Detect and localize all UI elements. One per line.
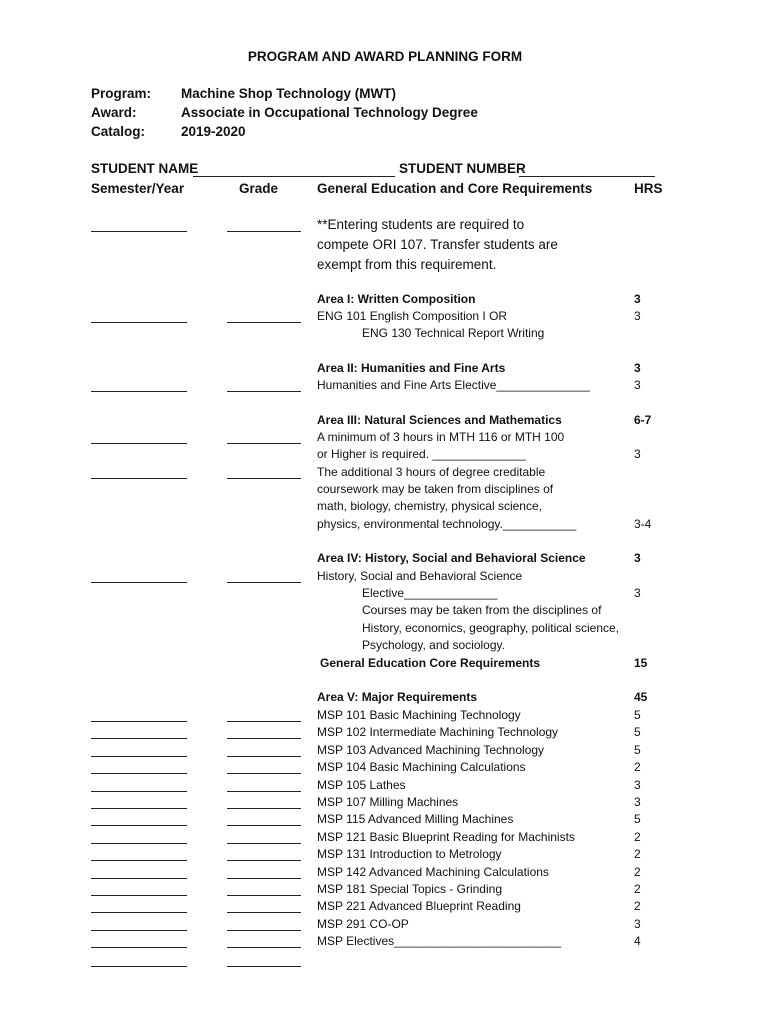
semester-field[interactable] — [91, 478, 187, 479]
area4-title: Area IV: History, Social and Behavioral Science — [317, 551, 586, 565]
major-course-name: MSP 115 Advanced Milling Machines — [317, 812, 514, 827]
area5-hrs: 45 — [634, 690, 648, 704]
col-hrs-header: HRS — [634, 181, 663, 196]
col-requirements-header: General Education and Core Requirements — [317, 181, 593, 196]
award-value: Associate in Occupational Technology Degree — [181, 105, 478, 120]
area1-alt-course: ENG 130 Technical Report Writing — [362, 326, 545, 340]
major-course-hrs: 5 — [634, 812, 641, 827]
semester-field[interactable] — [91, 322, 187, 323]
grade-field[interactable] — [227, 843, 301, 844]
semester-field[interactable] — [91, 773, 187, 774]
semester-field[interactable] — [91, 231, 187, 232]
gen-ed-total-hrs: 15 — [634, 656, 648, 670]
semester-field[interactable] — [91, 791, 187, 792]
major-course-hrs: 4 — [634, 934, 641, 949]
area3-text-line: A minimum of 3 hours in MTH 116 or MTH 100 — [317, 430, 565, 444]
major-course-name: MSP 291 CO-OP — [317, 916, 409, 931]
area4-text-line: History, economics, geography, political science, — [362, 621, 620, 635]
area4-hrs: 3 — [634, 551, 641, 565]
grade-field[interactable] — [227, 808, 301, 809]
major-course-hrs: 3 — [634, 777, 641, 792]
student-name-field[interactable] — [193, 176, 395, 177]
area3-text-line: physics, environmental technology.___________ — [317, 517, 577, 531]
semester-field[interactable] — [91, 843, 187, 844]
student-number-label: STUDENT NUMBER — [399, 161, 526, 176]
program-label: Program: — [91, 86, 152, 101]
intro-note-line: **Entering students are required to — [317, 217, 525, 232]
semester-field[interactable] — [91, 895, 187, 896]
grade-field[interactable] — [227, 825, 301, 826]
grade-field[interactable] — [227, 738, 301, 739]
major-course-hrs: 2 — [634, 760, 641, 775]
major-course-name: MSP 121 Basic Blueprint Reading for Machinists — [317, 829, 575, 844]
major-course-name: MSP 181 Special Topics - Grinding — [317, 882, 502, 896]
major-course-hrs: 5 — [634, 725, 641, 740]
major-course-name: MSP 101 Basic Machining Technology — [317, 708, 521, 722]
semester-field[interactable] — [91, 756, 187, 757]
area4-text-line: History, Social and Behavioral Science — [317, 569, 523, 583]
major-course-hrs: 3 — [634, 916, 641, 931]
major-course-name: MSP 107 Milling Machines — [317, 795, 459, 809]
form-title: PROGRAM AND AWARD PLANNING FORM — [247, 49, 523, 64]
area4-text-line: Psychology, and sociology. — [362, 638, 505, 652]
grade-field[interactable] — [227, 947, 301, 948]
major-course-hrs: 2 — [634, 829, 641, 844]
area4-text-line: Courses may be taken from the disciplines of — [362, 603, 602, 617]
grade-field[interactable] — [227, 478, 301, 479]
major-course-name: MSP 104 Basic Machining Calculations — [317, 760, 526, 775]
grade-field[interactable] — [227, 391, 301, 392]
area1-title: Area I: Written Composition — [317, 292, 476, 306]
area1-course: ENG 101 English Composition I OR — [317, 309, 508, 323]
semester-field[interactable] — [91, 582, 187, 583]
area4-text-line: Elective______________ — [362, 586, 498, 600]
major-course-hrs: 2 — [634, 864, 641, 879]
semester-field[interactable] — [91, 930, 187, 931]
grade-field[interactable] — [227, 322, 301, 323]
area2-elective: Humanities and Fine Arts Elective______________ — [317, 378, 590, 392]
catalog-label: Catalog: — [91, 124, 145, 139]
grade-field[interactable] — [227, 791, 301, 792]
grade-field[interactable] — [227, 860, 301, 861]
catalog-value: 2019-2020 — [181, 124, 246, 139]
semester-field[interactable] — [91, 878, 187, 879]
grade-field[interactable] — [227, 231, 301, 232]
area2-title: Area II: Humanities and Fine Arts — [317, 361, 506, 375]
intro-note-line: compete ORI 107. Transfer students are — [317, 237, 558, 252]
area3-text-line: The additional 3 hours of degree creditable — [317, 465, 546, 479]
grade-field[interactable] — [227, 966, 301, 967]
semester-field[interactable] — [91, 391, 187, 392]
grade-field[interactable] — [227, 930, 301, 931]
grade-field[interactable] — [227, 582, 301, 583]
col-grade-header: Grade — [239, 181, 279, 196]
major-course-name: MSP 105 Lathes — [317, 777, 406, 792]
area5-title: Area V: Major Requirements — [317, 690, 478, 704]
area2-elective-hrs: 3 — [634, 378, 641, 392]
area3-title: Area III: Natural Sciences and Mathematics — [317, 413, 562, 427]
semester-field[interactable] — [91, 721, 187, 722]
semester-field[interactable] — [91, 912, 187, 913]
gen-ed-total-label: General Education Core Requirements — [320, 656, 541, 670]
semester-field[interactable] — [91, 947, 187, 948]
area2-hrs: 3 — [634, 361, 641, 375]
intro-note-line: exempt from this requirement. — [317, 257, 497, 272]
major-course-hrs: 2 — [634, 847, 641, 862]
area3-text-line: coursework may be taken from disciplines of — [317, 482, 554, 496]
student-name-label: STUDENT NAME — [91, 161, 199, 176]
semester-field[interactable] — [91, 860, 187, 861]
award-label: Award: — [91, 105, 137, 120]
major-course-name: MSP 131 Introduction to Metrology — [317, 847, 502, 862]
semester-field[interactable] — [91, 966, 187, 967]
major-course-name: MSP 102 Intermediate Machining Technology — [317, 725, 559, 740]
major-course-name: MSP 221 Advanced Blueprint Reading — [317, 899, 521, 914]
semester-field[interactable] — [91, 808, 187, 809]
major-course-name: MSP Electives_________________________ — [317, 934, 561, 949]
semester-field[interactable] — [91, 443, 187, 444]
program-value: Machine Shop Technology (MWT) — [181, 86, 396, 101]
major-course-hrs: 2 — [634, 899, 641, 914]
area1-hrs: 3 — [634, 292, 641, 306]
major-course-hrs: 2 — [634, 882, 641, 896]
student-number-field[interactable] — [519, 176, 655, 177]
grade-field[interactable] — [227, 443, 301, 444]
area3-hrs: 6-7 — [634, 413, 652, 427]
area3-math-hrs: 3 — [634, 447, 641, 461]
grade-field[interactable] — [227, 895, 301, 896]
major-course-name: MSP 103 Advanced Machining Technology — [317, 742, 545, 757]
grade-field[interactable] — [227, 878, 301, 879]
major-course-name: MSP 142 Advanced Machining Calculations — [317, 864, 549, 879]
semester-field[interactable] — [91, 738, 187, 739]
major-course-hrs: 5 — [634, 742, 641, 757]
col-semester-header: Semester/Year — [91, 181, 185, 196]
major-course-hrs: 5 — [634, 708, 641, 722]
semester-field[interactable] — [91, 825, 187, 826]
grade-field[interactable] — [227, 912, 301, 913]
area3-text-line: math, biology, chemistry, physical science, — [317, 499, 542, 513]
grade-field[interactable] — [227, 773, 301, 774]
area4-elective-hrs: 3 — [634, 586, 641, 600]
grade-field[interactable] — [227, 756, 301, 757]
area1-course-hrs: 3 — [634, 309, 641, 323]
area3-text-line: or Higher is required. ______________ — [317, 447, 526, 461]
area3-science-hrs: 3-4 — [634, 517, 652, 531]
grade-field[interactable] — [227, 721, 301, 722]
major-course-hrs: 3 — [634, 795, 641, 809]
